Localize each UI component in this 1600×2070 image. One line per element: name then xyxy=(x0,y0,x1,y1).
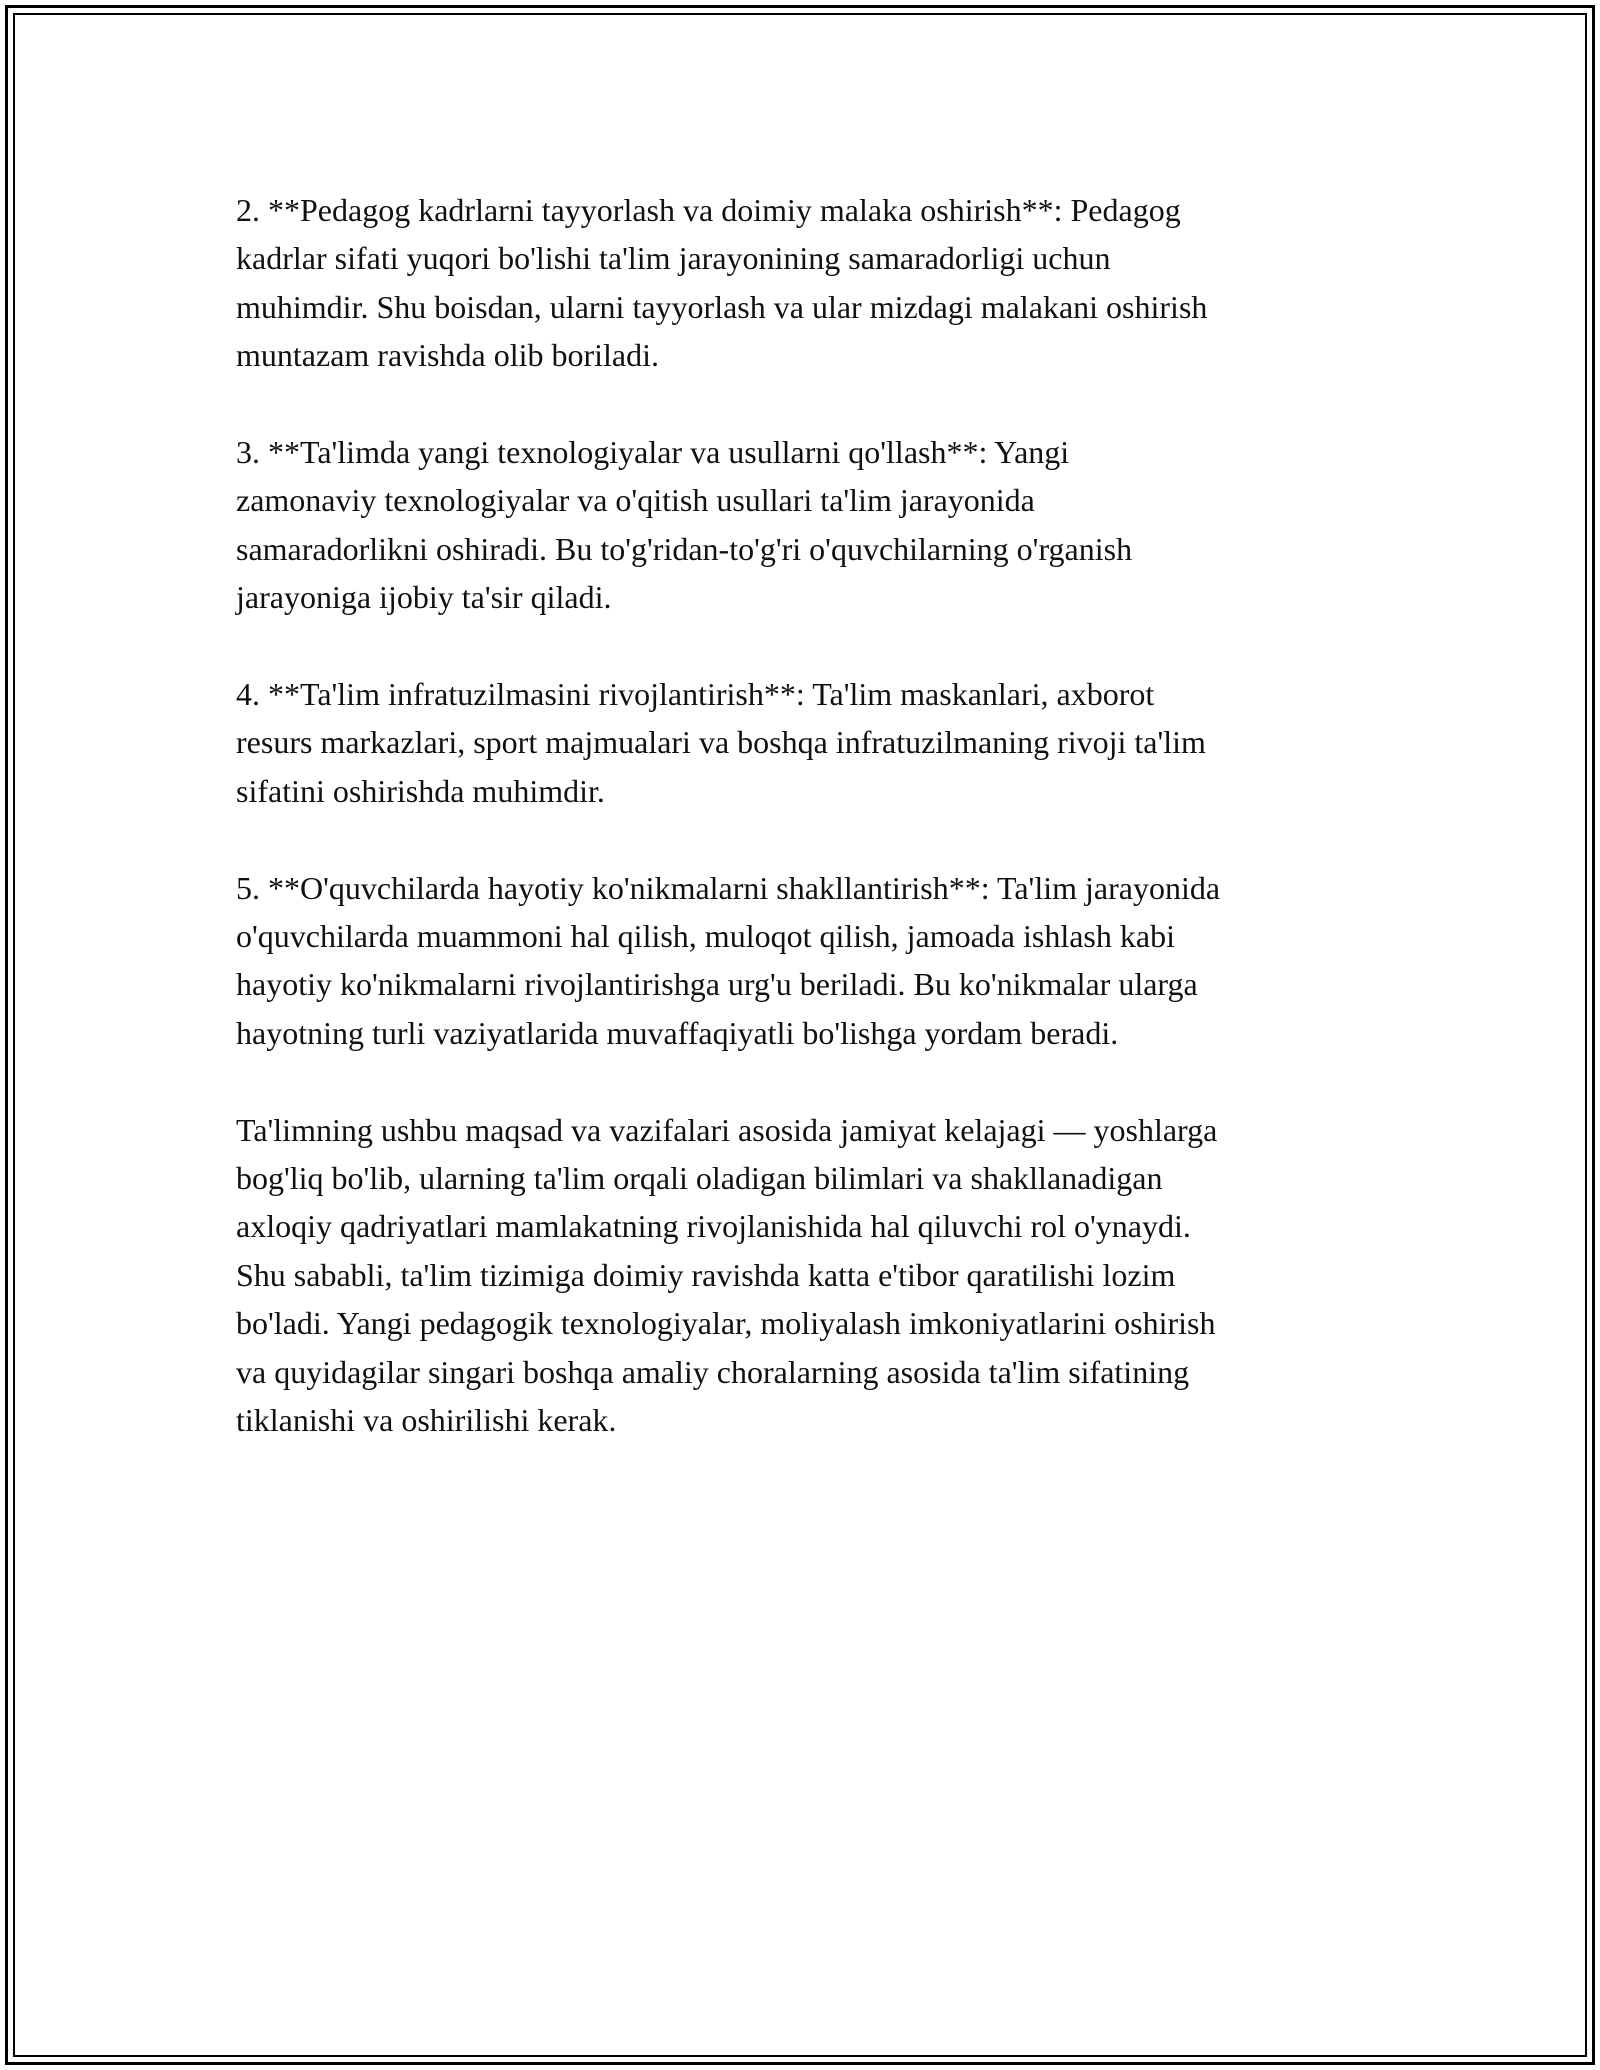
text-line: Shu sababli, ta'lim tizimiga doimiy ravishda katta e'tibor qaratilishi lozim xyxy=(236,1256,1176,1293)
text-line: hayotiy ko'nikmalarni rivojlantirishga urg'u beriladi. Bu ko'nikmalar ularga xyxy=(236,966,1198,1003)
text-line: Ta'limning ushbu maqsad va vazifalari asosida jamiyat kelajagi — yoshlarga xyxy=(236,1111,1218,1148)
text-line: axloqiy qadriyatlari mamlakatning rivojlanishida hal qiluvchi rol o'ynaydi. xyxy=(236,1208,1191,1245)
paragraph-conclusion xyxy=(236,1106,1396,1445)
text-line: samaradorlikni oshiradi. Bu to'g'ridan-to'g'ri o'quvchilarning o'rganish xyxy=(236,530,1133,567)
text-line: muntazam ravishda olib boriladi. xyxy=(236,337,659,374)
text-line: kadrlar sifati yuqori bo'lishi ta'lim jarayonining samaradorligi uchun xyxy=(236,240,1111,277)
paragraph-item-3 xyxy=(236,428,1396,622)
text-line: 2. **Pedagog kadrlarni tayyorlash va doimiy malaka oshirish**: Pedagog xyxy=(236,192,1181,228)
paragraph-item-2 xyxy=(236,186,1396,380)
text-line: resurs markazlari, sport majmualari va boshqa infratuzilmaning rivoji ta'lim xyxy=(236,724,1206,761)
text-line: bog'liq bo'lib, ularning ta'lim orqali oladigan bilimlari va shakllanadigan xyxy=(236,1160,1163,1197)
text-line: zamonaviy texnologiyalar va o'qitish usullari ta'lim jarayonida xyxy=(236,482,1035,519)
text-line: muhimdir. Shu boisdan, ularni tayyorlash va ular mizdagi malakani oshirish xyxy=(236,288,1208,325)
document-body xyxy=(236,186,1396,1493)
text-line: hayotning turli vaziyatlarida muvaffaqiyatli bo'lishga yordam beradi. xyxy=(236,1014,1119,1051)
paragraph-item-5 xyxy=(236,864,1396,1058)
text-line: va quyidagilar singari boshqa amaliy choralarning asosida ta'lim sifatining xyxy=(236,1353,1190,1390)
text-line: 3. **Ta'limda yangi texnologiyalar va usullarni qo'llash**: Yangi xyxy=(236,434,1070,471)
paragraph-item-4 xyxy=(236,670,1396,815)
text-line: tiklanishi va oshirilishi kerak. xyxy=(236,1402,617,1439)
text-line: jarayoniga ijobiy ta'sir qiladi. xyxy=(236,579,612,616)
text-line: bo'ladi. Yangi pedagogik texnologiyalar, moliyalash imkoniyatlarini oshirish xyxy=(236,1305,1216,1342)
text-line: 4. **Ta'lim infratuzilmasini rivojlantirish**: Ta'lim maskanlari, axborot xyxy=(236,676,1155,713)
text-line: sifatini oshirishda muhimdir. xyxy=(236,772,605,809)
text-line: 5. **O'quvchilarda hayotiy ko'nikmalarni shakllantirish**: Ta'lim jarayonida xyxy=(236,869,1221,906)
text-line: o'quvchilarda muammoni hal qilish, muloqot qilish, jamoada ishlash kabi xyxy=(236,918,1175,955)
